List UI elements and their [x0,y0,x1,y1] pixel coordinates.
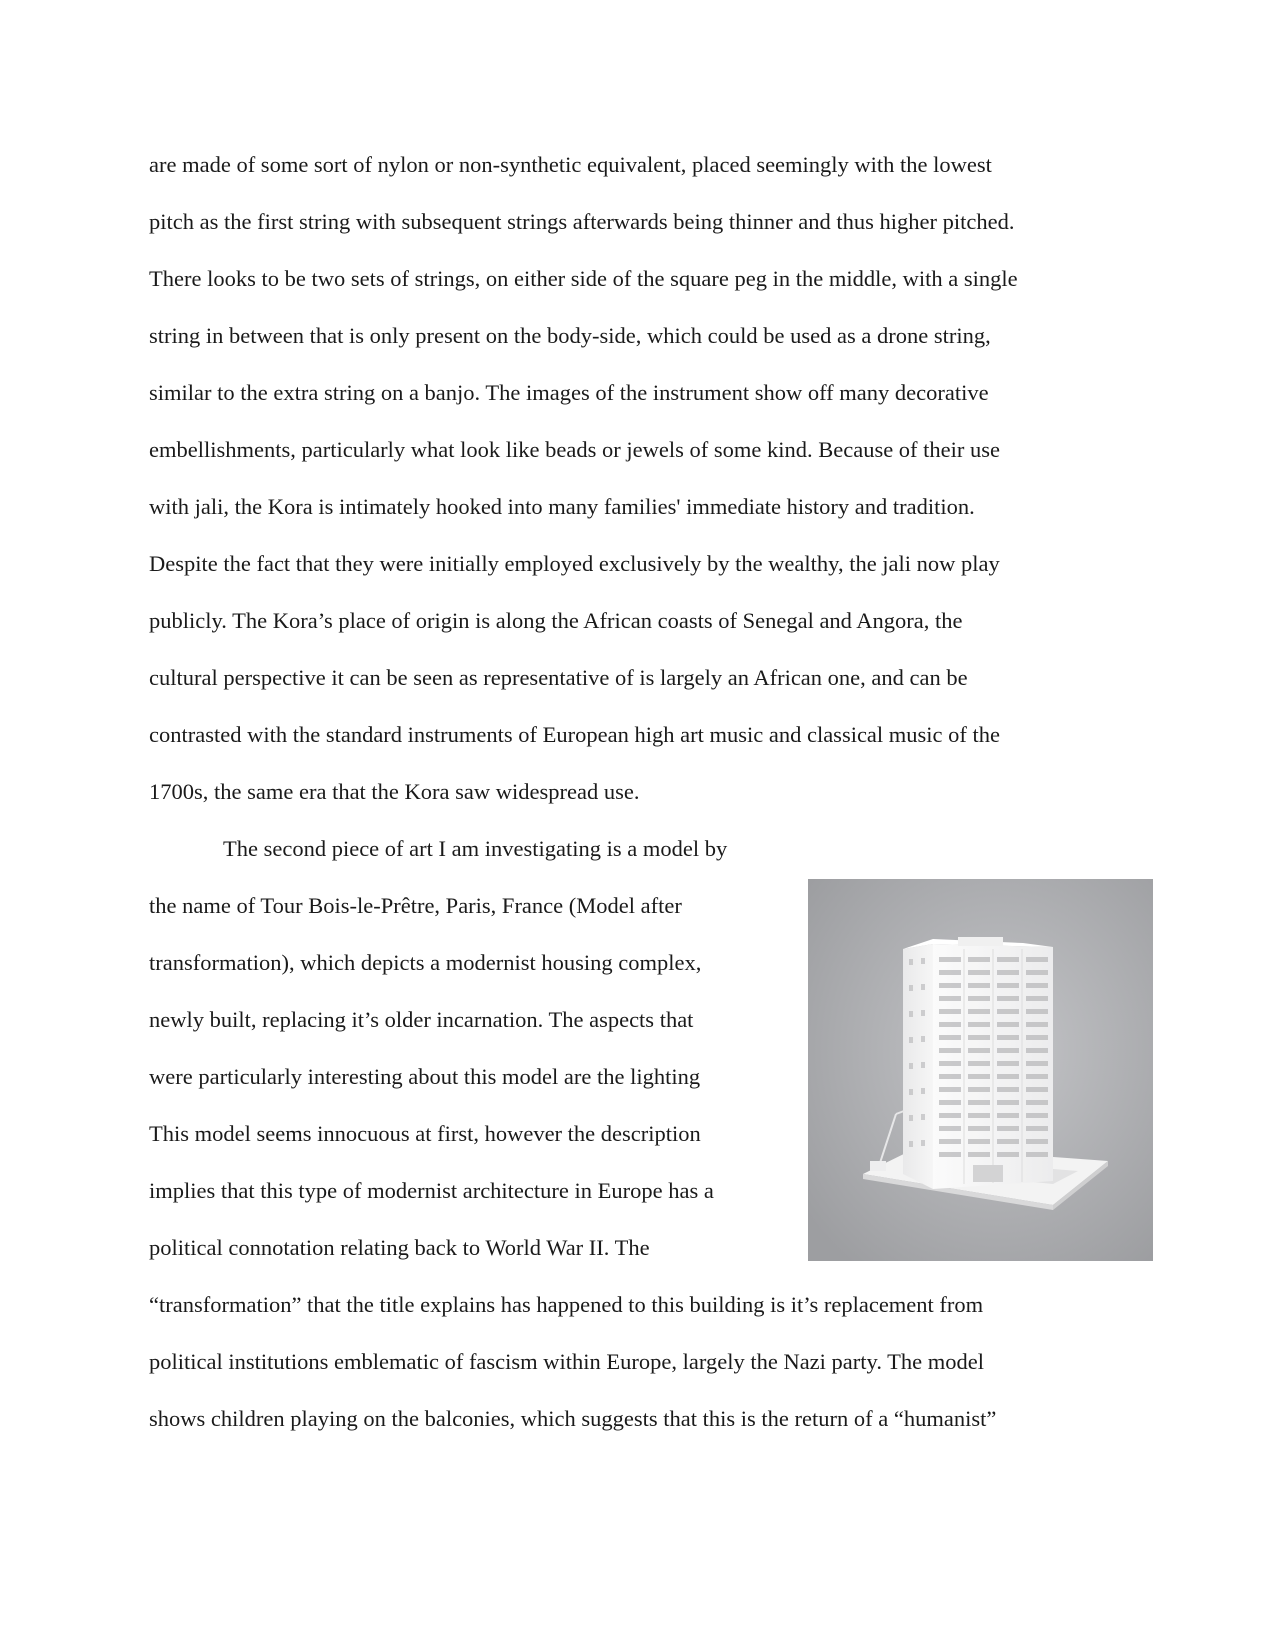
text-line: similar to the extra string on a banjo. The images of the instrument show off many decorative [149,380,989,405]
text-line: There looks to be two sets of strings, on either side of the square peg in the middle, with a single [149,266,1018,291]
text-line: contrasted with the standard instruments of European high art music and classical music of the [149,722,1001,747]
text-line: Despite the fact that they were initially employed exclusively by the wealthy, the jali now play [149,551,1000,576]
text-line: 1700s, the same era that the Kora saw widespread use. [149,779,640,804]
text-line: shows children playing on the balconies, which suggests that this is the return of a “humanist” [149,1406,997,1431]
text-line: pitch as the first string with subsequent strings afterwards being thinner and thus higher pitched. [149,209,1015,234]
text-line: with jali, the Kora is intimately hooked into many families' immediate history and tradition. [149,494,975,519]
text-line: implies that this type of modernist architecture in Europe has a [149,1178,714,1203]
text-line: political connotation relating back to World War II. The [149,1235,650,1260]
text-line: “transformation” that the title explains has happened to this building is it’s replacement from [149,1292,984,1317]
text-line: political institutions emblematic of fascism within Europe, largely the Nazi party. The model [149,1349,985,1374]
text-line: were particularly interesting about this model are the lighting [149,1064,701,1089]
text-line: cultural perspective it can be seen as representative of is largely an African one, and can be [149,665,968,690]
text-line: are made of some sort of nylon or non-synthetic equivalent, placed seemingly with the lowest [149,152,992,177]
text-line-indented: The second piece of art I am investigating is a model by [223,836,728,861]
text-line: embellishments, particularly what look like beads or jewels of some kind. Because of their use [149,437,1001,462]
building-model-photo [808,879,1153,1261]
text-line: This model seems innocuous at first, however the description [149,1121,701,1146]
text-line: transformation), which depicts a modernist housing complex, [149,950,702,975]
text-line: newly built, replacing it’s older incarnation. The aspects that [149,1007,694,1032]
text-line: the name of Tour Bois-le-Prêtre, Paris, France (Model after [149,893,682,918]
text-line: string in between that is only present on the body-side, which could be used as a drone string, [149,323,991,348]
text-line: publicly. The Kora’s place of origin is along the African coasts of Senegal and Angora, the [149,608,963,633]
